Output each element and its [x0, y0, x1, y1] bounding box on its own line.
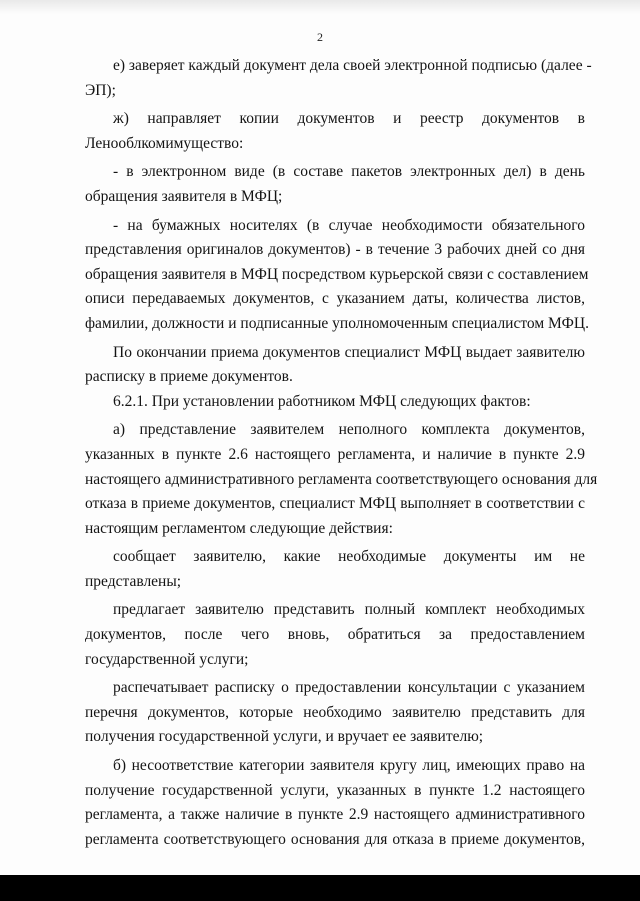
text-line: распечатывает расписку о предоставлении консультации с указанием [113, 679, 585, 697]
document-body [85, 54, 598, 852]
paragraph-prints [85, 676, 585, 750]
text-line: 6.2.1. При установлении работником МФЦ следующих фактов: [113, 392, 531, 410]
paragraph-6-2-1 [85, 390, 585, 415]
scan-edge-shadow [0, 0, 640, 14]
paragraph-b [85, 754, 585, 852]
text-line: По окончании приема документов специалист МФЦ выдает заявителю [113, 343, 585, 361]
paragraph-receipt [85, 341, 585, 390]
text-line: - в электронном виде (в составе пакетов электронных дел) в день [113, 163, 585, 181]
text-line: ЭП); [85, 81, 116, 99]
text-line: отказа в приеме документов, специалист МФЦ выполняет в соответствии с [85, 495, 585, 513]
text-line: Ленооблкомимущество: [85, 134, 244, 152]
page-number: 2 [317, 30, 323, 44]
text-line: представления оригиналов документов) - в течение 3 рабочих дней со дня [85, 241, 585, 259]
text-line: представлены; [85, 572, 182, 590]
text-line: регламента соответствующего основания для отказа в приеме документов, [85, 830, 585, 848]
text-line: описи передаваемых документов, с указанием даты, количества листов, [85, 290, 585, 308]
text-line: ж) направляет копии документов и реестр документов в [113, 110, 585, 128]
text-line: е) заверяет каждый документ дела своей электронной подписью (далее - [113, 57, 592, 74]
text-line: обращения заявителя в МФЦ; [85, 187, 283, 205]
text-line: получения государственной услуги, и вручает ее заявителю; [85, 728, 484, 746]
text-line: а) представление заявителем неполного комплекта документов, [113, 421, 585, 439]
text-line: обращения заявителя в МФЦ посредством курьерской связи с составлением [85, 265, 589, 283]
paragraph-e [85, 54, 592, 103]
paragraph-a [85, 418, 598, 541]
paragraph-zh [85, 107, 585, 156]
text-line: перечня документов, которые необходимо заявителю представить для [85, 703, 585, 721]
text-line: б) несоответствие категории заявителя кругу лиц, имеющих право на [113, 757, 585, 775]
paragraph-paper [85, 214, 589, 337]
text-line: документов, после чего вновь, обратиться за предоставлением [85, 626, 585, 644]
text-line: сообщает заявителю, какие необходимые документы им не [113, 548, 585, 566]
text-line: фамилии, должности и подписанные уполномоченным специалистом МФЦ. [85, 314, 589, 332]
scan-bottom-edge [0, 875, 640, 901]
paragraph-electronic [85, 160, 585, 209]
text-line: предлагает заявителю представить полный комплект необходимых [113, 601, 585, 619]
text-line: указанных в пункте 2.6 настоящего регламента, и наличие в пункте 2.9 [85, 445, 585, 463]
text-line: настоящим регламентом следующие действия: [85, 519, 393, 537]
text-line: регламента, а также наличие в пункте 2.9 настоящего административного [85, 806, 585, 824]
paragraph-offers [85, 598, 585, 672]
text-line: получение государственной услуги, указанных в пункте 1.2 настоящего [85, 781, 585, 799]
text-line: государственной услуги; [85, 650, 249, 668]
text-line: - на бумажных носителях (в случае необходимости обязательного [113, 216, 585, 234]
paragraph-informs [85, 545, 585, 594]
text-line: настоящего административного регламента соответствующего основания для [85, 470, 598, 488]
text-line: расписку в приеме документов. [85, 368, 293, 386]
